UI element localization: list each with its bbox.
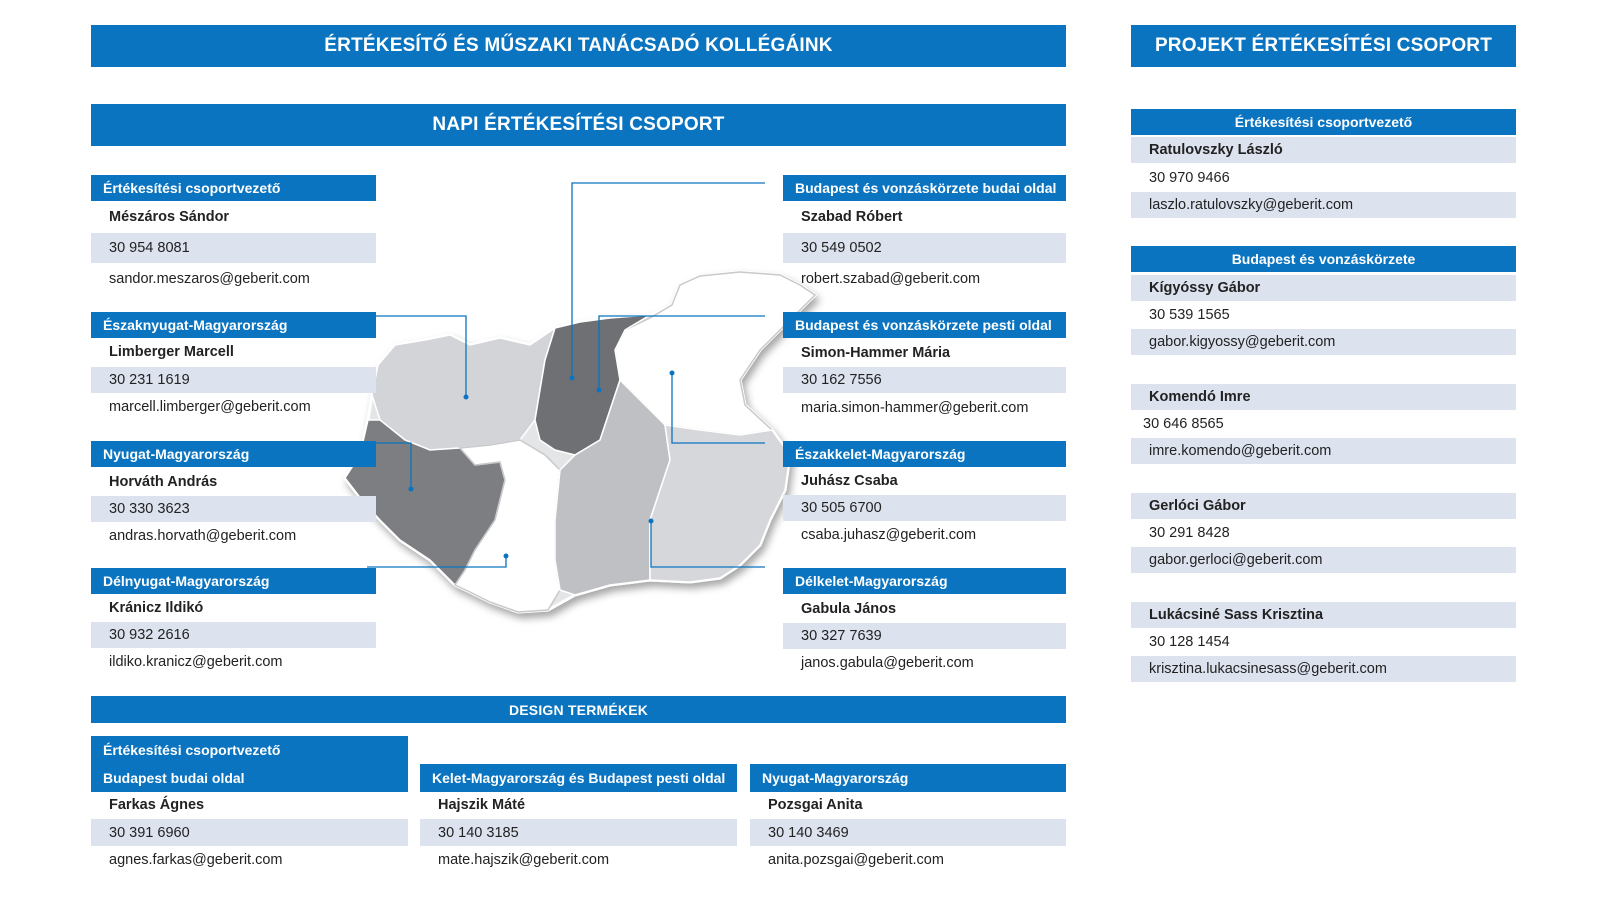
contact-email[interactable]: krisztina.lukacsinesass@geberit.com [1131,656,1516,682]
region-header: Nyugat-Magyarország [91,441,376,467]
region-header: Délkelet-Magyarország [783,568,1066,594]
contact-email[interactable]: janos.gabula@geberit.com [801,655,974,671]
contact-email[interactable]: agnes.farkas@geberit.com [109,852,283,868]
region-header: Délnyugat-Magyarország [91,568,376,594]
contact-name: Komendó Imre [1131,384,1516,410]
contact-phone: 30 128 1454 [1149,634,1230,650]
contact-name: Farkas Ágnes [109,797,205,813]
contact-name: Simon-Hammer Mária [801,345,951,361]
contact-phone: 30 932 2616 [91,622,376,648]
region-header: Budapest és vonzáskörzete pesti oldal [783,312,1066,338]
project-title-banner: PROJEKT ÉRTÉKESÍTÉSI CSOPORT [1131,25,1516,67]
contact-phone: 30 505 6700 [783,495,1066,521]
contact-email[interactable]: andras.horvath@geberit.com [109,528,297,544]
contact-phone: 30 231 1619 [91,367,376,393]
contact-phone: 30 549 0502 [783,233,1066,263]
contact-email[interactable]: sandor.meszaros@geberit.com [109,271,310,287]
contact-phone: 30 330 3623 [91,496,376,522]
contact-email[interactable]: gabor.kigyossy@geberit.com [1131,329,1516,355]
contact-phone: 30 140 3185 [420,819,737,846]
project-leader-header: Értékesítési csoportvezető [1131,109,1516,135]
design-products-banner: DESIGN TERMÉKEK [91,696,1066,723]
main-title-banner: ÉRTÉKESÍTŐ ÉS MŰSZAKI TANÁCSADÓ KOLLÉGÁINK [91,25,1066,67]
daily-group-banner: NAPI ÉRTÉKESÍTÉSI CSOPORT [91,104,1066,146]
contact-name: Horváth András [109,474,218,490]
region-header: Kelet-Magyarország és Budapest pesti oldal [420,764,737,792]
contact-name: Mészáros Sándor [109,209,230,225]
region-header: Északkelet-Magyarország [783,441,1066,467]
contact-email[interactable]: csaba.juhasz@geberit.com [801,527,977,543]
contact-name: Kígyóssy Gábor [1131,275,1516,301]
contact-email[interactable]: maria.simon-hammer@geberit.com [801,400,1029,416]
contact-name: Juhász Csaba [801,473,898,489]
contact-name: Gerlóci Gábor [1131,493,1516,519]
contact-phone: 30 539 1565 [1149,307,1230,323]
contact-phone: 30 954 8081 [91,233,376,263]
contact-name: Szabad Róbert [801,209,903,225]
contact-phone: 30 970 9466 [1149,170,1230,186]
region-header: Értékesítési csoportvezető [91,736,408,764]
region-header: Értékesítési csoportvezető [91,175,376,201]
contact-phone: 30 391 6960 [91,819,408,846]
contact-email[interactable]: marcell.limberger@geberit.com [109,399,311,415]
region-header: Nyugat-Magyarország [750,764,1066,792]
contact-name: Pozsgai Anita [768,797,863,813]
contact-phone: 30 327 7639 [783,623,1066,649]
contact-phone: 30 162 7556 [783,367,1066,393]
contact-name: Ratulovszky László [1131,137,1516,163]
region-header: Budapest és vonzáskörzete budai oldal [783,175,1066,201]
contact-phone: 30 291 8428 [1149,525,1230,541]
contact-name: Lukácsiné Sass Krisztina [1131,602,1516,628]
contact-name: Hajszik Máté [438,797,526,813]
region-header: Északnyugat-Magyarország [91,312,376,338]
project-budapest-header: Budapest és vonzáskörzete [1131,246,1516,272]
contact-name: Kránicz Ildikó [109,600,204,616]
contact-phone: 30 140 3469 [750,819,1066,846]
contact-email[interactable]: imre.komendo@geberit.com [1131,438,1516,464]
contact-email[interactable]: robert.szabad@geberit.com [801,271,981,287]
contact-email[interactable]: mate.hajszik@geberit.com [438,852,610,868]
region-subheader: Budapest budai oldal [91,764,408,792]
contact-phone: 30 646 8565 [1143,416,1224,432]
contact-email[interactable]: gabor.gerloci@geberit.com [1131,547,1516,573]
contact-email[interactable]: anita.pozsgai@geberit.com [768,852,944,868]
contact-name: Limberger Marcell [109,344,234,360]
contact-name: Gabula János [801,601,897,617]
contact-email[interactable]: laszlo.ratulovszky@geberit.com [1131,192,1516,218]
region-southeast [650,425,790,582]
contact-email[interactable]: ildiko.kranicz@geberit.com [109,654,283,670]
